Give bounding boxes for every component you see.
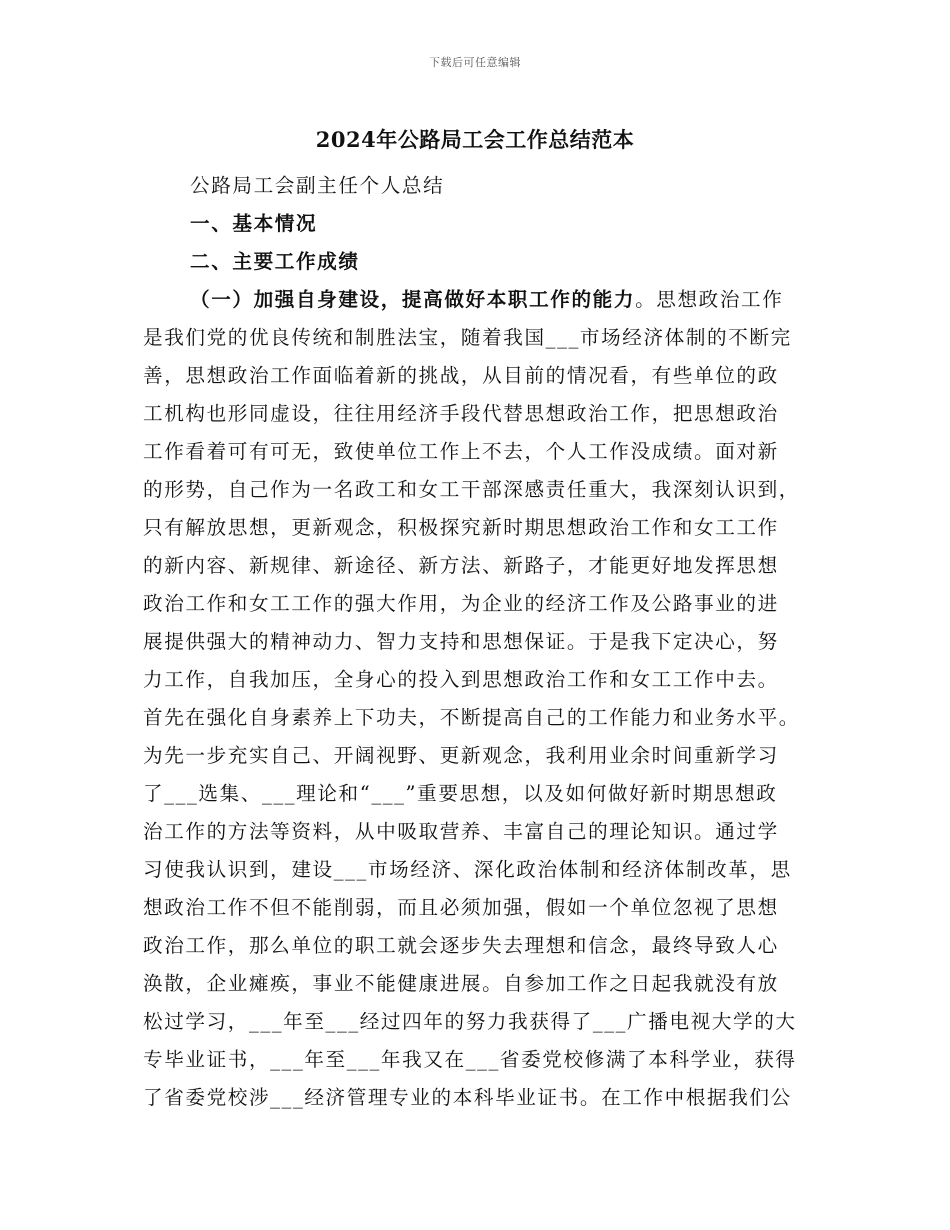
subsection-first-line <box>190 282 830 318</box>
body-line: 只有解放思想，更新观念，积极探究新时期思想政治工作和女工工作 <box>143 516 779 539</box>
body-line: 展提供强大的精神动力、智力支持和思想保证。于是我下定决心，努 <box>143 630 779 653</box>
body-line: 涣散，企业瘫痪，事业不能健康进展。自参加工作之日起我就没有放 <box>143 972 779 995</box>
body-line: 治工作的方法等资料，从中吸取营养、丰富自己的理论知识。通过学 <box>143 820 779 843</box>
body-line: 的形势，自己作为一名政工和女工干部深感责任重大，我深刻认识到， <box>143 478 801 501</box>
body-line: 了省委党校涉___经济管理专业的本科毕业证书。在工作中根据我们公 <box>143 1086 792 1109</box>
body-line: 想政治工作不但不能削弱，而且必须加强，假如一个单位忽视了思想 <box>143 896 779 919</box>
section-heading-main-achievements: 二、主要工作成绩 <box>190 250 360 273</box>
document-subtitle: 公路局工会副主任个人总结 <box>190 174 445 197</box>
body-line: 政治工作和女工工作的强大作用，为企业的经济工作及公路事业的进 <box>143 592 779 615</box>
page-header-note: 下载后可任意编辑 <box>429 56 521 69</box>
body-line: 了___选集、___理论和“___”重要思想，以及如何做好新时期思想政 <box>143 782 778 805</box>
body-line: 为先一步充实自己、开阔视野、更新观念，我利用业余时间重新学习 <box>143 744 779 767</box>
body-line: 的新内容、新规律、新途径、新方法、新路子，才能更好地发挥思想 <box>143 554 779 577</box>
body-line: 工作看着可有可无，致使单位工作上不去，个人工作没成绩。面对新 <box>143 440 779 463</box>
body-line: 是我们党的优良传统和制胜法宝，随着我国___市场经济体制的不断完 <box>143 326 792 349</box>
body-line: 专毕业证书，___年至___年我又在___省委党校修满了本科学业，获得 <box>143 1048 797 1071</box>
document-title: 2024年公路局工会工作总结范本 <box>315 127 635 152</box>
body-line: 松过学习，___年至___经过四年的努力我获得了___广播电视大学的大 <box>143 1010 797 1033</box>
body-line: 习使我认识到，建设___市场经济、深化政治体制和经济体制改革，思 <box>143 858 792 881</box>
section-heading-basic-info: 一、基本情况 <box>190 212 318 235</box>
subsection-heading: （一）加强自身建设，提高做好本职工作的能力 <box>190 288 636 311</box>
body-line: 力工作，自我加压，全身心的投入到思想政治工作和女工工作中去。 <box>143 668 779 691</box>
body-line: 善，思想政治工作面临着新的挑战，从目前的情况看，有些单位的政 <box>143 364 779 387</box>
subsection-heading-tail: 。思想政治工作 <box>635 288 784 311</box>
body-line: 工机构也形同虚设，往往用经济手段代替思想政治工作，把思想政治 <box>143 402 779 425</box>
body-line: 政治工作，那么单位的职工就会逐步失去理想和信念，最终导致人心 <box>143 934 779 957</box>
body-line: 首先在强化自身素养上下功夫，不断提高自己的工作能力和业务水平。 <box>143 706 801 729</box>
